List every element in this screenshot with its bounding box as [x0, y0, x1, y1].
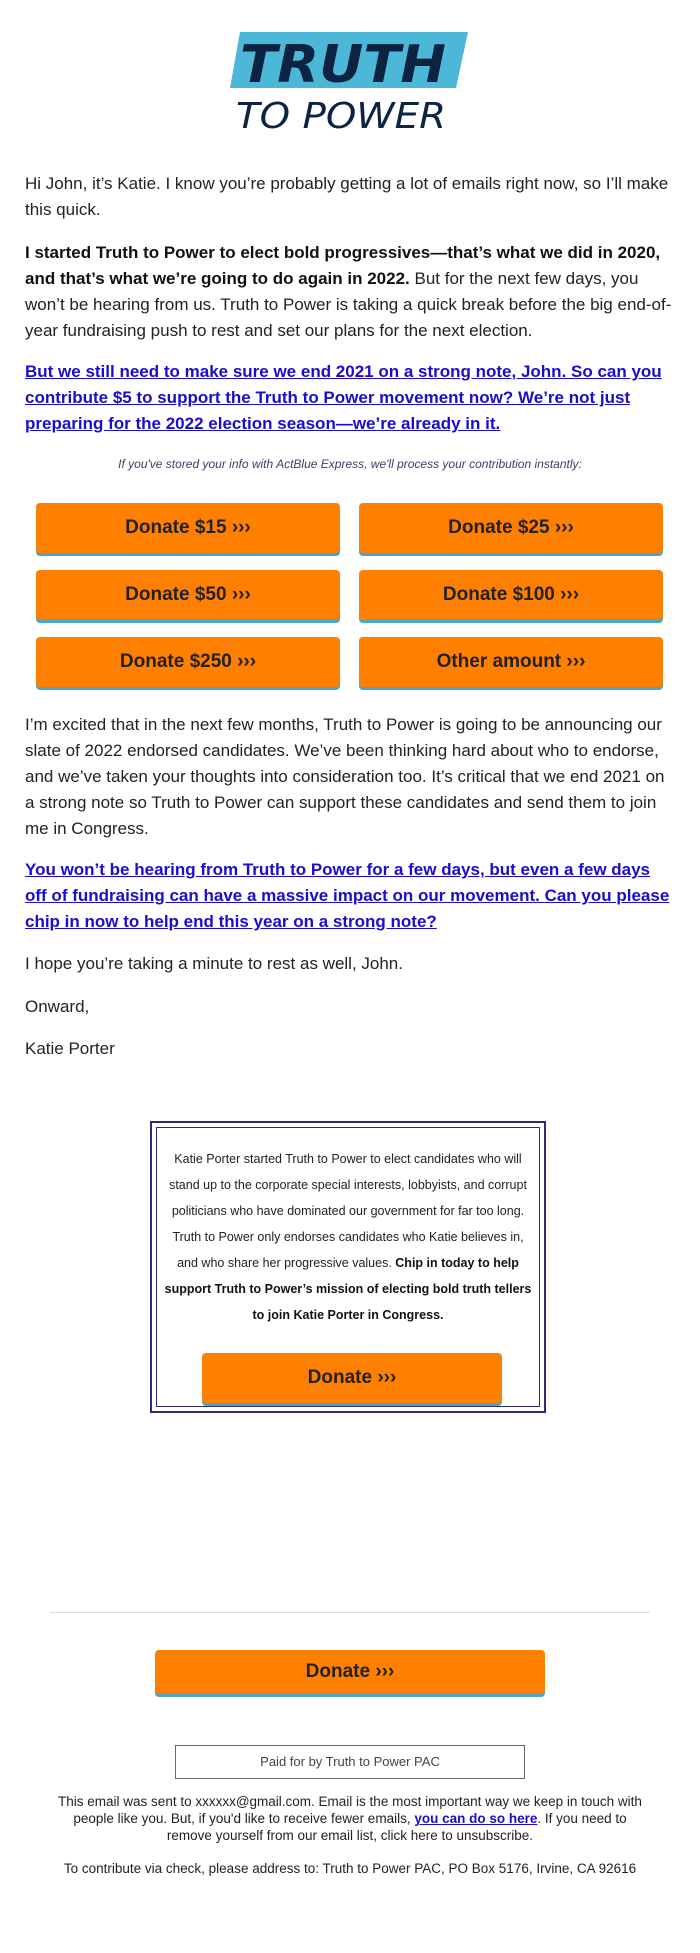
logo-line-1: TRUTH: [240, 35, 446, 95]
signoff: Onward,: [25, 997, 90, 1016]
footer-donate-button[interactable]: Donate ›››: [155, 1650, 545, 1694]
email-notice: [50, 1793, 650, 1844]
signature: Katie Porter: [25, 1039, 115, 1058]
intro-text: But for the next few days, you won’t be hearing from us. Truth to Power is taking a quick break before the big end-of-year fundraising push to rest and set our plans for the next election.: [25, 269, 672, 340]
mission-description: Katie Porter started Truth to Power to elect candidates who will stand up to the corporate special interests, lobbyists, and corrupt politicians who have dominated our government for far too long. Truth to Power only endorses candidates who Katie believes in, and who share her progressive values.: [169, 1152, 527, 1270]
email-notice-text: This email was sent to xxxxxx@gmail.com. Email is the most important way we keep in touch with people like you. But, if you'd like to receive fewer emails,: [58, 1794, 642, 1826]
truth-to-power-logo: [0, 30, 700, 140]
rest-paragraph: I hope you’re taking a minute to rest as well, John.: [25, 954, 403, 973]
chip-in-link-paragraph[interactable]: [25, 857, 675, 935]
paid-for-disclaimer: Paid for by Truth to Power PAC: [175, 1745, 525, 1779]
check-address: To contribute via check, please address to: Truth to Power PAC, PO Box 5176, Irvine, CA 92616: [63, 1861, 637, 1876]
contribute-link-1[interactable]: But we still need to make sure we end 2021 on a strong note, John. So can you contribute $5 to support the Truth to Power movement now? We’re not just preparing for the 2022 election season—we’re already in it.: [25, 362, 662, 433]
contribute-link-2[interactable]: You won’t be hearing from Truth to Power for a few days, but even a few days off of fundraising can have a massive impact on our movement. Can you please chip in now to help end this year on a strong note?: [25, 860, 670, 931]
intro-bold-text: I started Truth to Power to elect bold progressives—that’s what we did in 2020, and that’s what we’re going to do again in 2022.: [25, 243, 661, 288]
footer-divider: [50, 1612, 650, 1613]
box-donate-button[interactable]: Donate ›››: [202, 1353, 502, 1403]
logo-mark: [230, 30, 470, 134]
mission-call-to-action: Chip in today to help support Truth to Power’s mission of electing bold truth tellers to join Katie Porter in Congress.: [164, 1256, 532, 1322]
greeting-paragraph: Hi John, it’s Katie. I know you’re probably getting a lot of emails right now, so I’ll make this quick.: [25, 174, 669, 219]
mission-box-inner-border: [156, 1127, 540, 1407]
fewer-emails-link[interactable]: you can do so here: [414, 1811, 538, 1826]
unsubscribe-text: . If you need to remove yourself from our email list, click here to unsubscribe.: [166, 1811, 627, 1843]
logo-line-2: TO POWER: [236, 96, 446, 134]
mission-box: [150, 1121, 546, 1413]
endorsement-paragraph: I’m excited that in the next few months, Truth to Power is going to be announcing our slate of 2022 endorsed candidates. We’ve been thinking hard about who to endorse, and we’ve taken your thoughts into consideration too. It’s critical that we end 2021 on a strong note so Truth to Power can support these candidates and send them to join me in Congress.: [25, 715, 665, 838]
donate-other-amount-button[interactable]: Other amount ›››: [359, 637, 663, 687]
mission-text: [164, 1146, 532, 1328]
donate-100-button[interactable]: Donate $100 ›››: [359, 570, 663, 620]
intro-paragraph: [25, 240, 675, 344]
donate-50-button[interactable]: Donate $50 ›››: [36, 570, 340, 620]
donate-15-button[interactable]: Donate $15 ›››: [36, 503, 340, 553]
actblue-note: If you've stored your info with ActBlue Express, we'll process your contribution instantly:: [118, 457, 582, 471]
donate-25-button[interactable]: Donate $25 ›››: [359, 503, 663, 553]
donate-250-button[interactable]: Donate $250 ›››: [36, 637, 340, 687]
donate-link-paragraph[interactable]: [25, 359, 675, 437]
